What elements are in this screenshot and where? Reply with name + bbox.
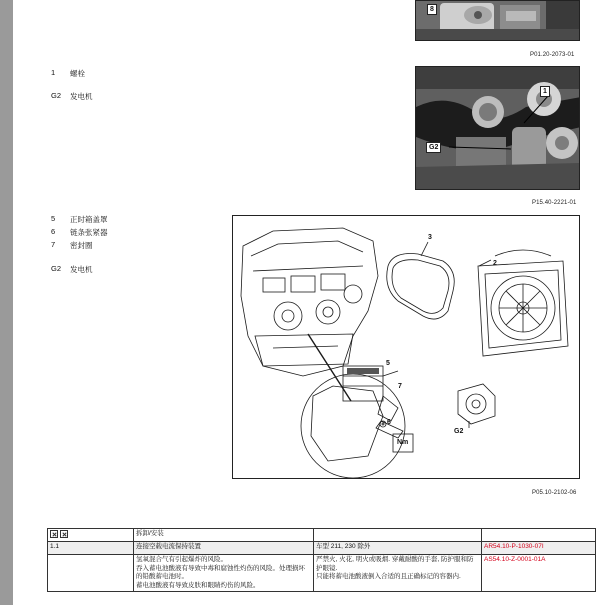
table-cell-condition: 车型 211, 230 除外 [314, 542, 482, 555]
figure-code: P05.10-2102-06 [532, 490, 577, 496]
remove-install-icon [50, 530, 58, 538]
legend-label: 密封圈 [70, 241, 93, 250]
legend-label: 正时箱盖罩 [70, 215, 108, 224]
legend-number: 1 [51, 68, 56, 77]
legend-number: 6 [51, 227, 56, 236]
operations-table [47, 528, 596, 592]
table-cell-reference-link[interactable]: AS54.10-Z-0001-01A [482, 555, 596, 592]
table-row [48, 542, 596, 555]
figure-generator-bolt [415, 66, 580, 190]
callout-1: 1 [540, 86, 550, 97]
legend-item [51, 240, 93, 251]
table-header-row [48, 529, 596, 542]
table-cell-warning-icon [48, 555, 134, 592]
table-header-cell [482, 529, 596, 542]
callout-7: 7 [398, 383, 402, 390]
table-header-cell: 拆卸/安装 [134, 529, 314, 542]
table-row [48, 555, 596, 592]
legend-number: 7 [51, 240, 56, 249]
callout-nm: Nm [397, 439, 409, 446]
table-cell-step: 1.1 [48, 542, 134, 555]
figure-code: P15.40-2221-01 [532, 200, 577, 206]
callout-g2: G2 [426, 142, 441, 153]
figure-engine-top [415, 0, 580, 41]
table-cell-measures: 严禁火, 火花, 明火或吸烟. 穿戴耐酸的手套, 防护服和防护眼镜. 只能将蓄电池酸液倒入合适的且正确标记的容器内. [314, 555, 482, 592]
legend-label: 发电机 [70, 265, 93, 274]
legend-number: G2 [51, 264, 62, 273]
legend-label: 螺栓 [70, 69, 85, 78]
table-cell-reference-link[interactable]: AR54.10-P-1030-07I [482, 542, 596, 555]
callout-2: 2 [493, 260, 497, 267]
legend-label: 发电机 [70, 92, 93, 101]
remove-install-icon [60, 530, 68, 538]
figure-code: P01.20-2073-01 [530, 52, 575, 58]
callout-6: 6 [387, 419, 391, 426]
table-header-cell [314, 529, 482, 542]
legend-item [51, 264, 93, 275]
callout-5: 5 [386, 360, 390, 367]
legend-label: 链条张紧器 [70, 228, 108, 237]
table-header-icons [48, 529, 134, 542]
legend-number: G2 [51, 91, 62, 100]
figure-timing-cover-assembly [232, 215, 580, 479]
engine-top-illustration [416, 1, 580, 41]
table-cell-action: 连接空载电流保持装置 [134, 542, 314, 555]
callout-g2: G2 [454, 428, 464, 435]
callout-3: 3 [428, 234, 432, 241]
legend-number: 5 [51, 214, 56, 223]
page-binding-strip [0, 0, 13, 605]
legend-item [51, 68, 85, 79]
legend-item [51, 91, 93, 102]
legend-item [51, 227, 108, 238]
callout-8: 8 [427, 4, 437, 15]
generator-bolt-illustration [416, 67, 580, 190]
table-cell-warning: 氢氧混合气有引起爆炸的风险。 吞入蓄电池酸液有导致中毒和腐蚀性灼伤的风险。处理损坏的铅酸蓄电池时。 蓄电池酸液有导致皮肤和眼睛灼伤的风险。 [134, 555, 314, 592]
legend-item [51, 214, 108, 225]
